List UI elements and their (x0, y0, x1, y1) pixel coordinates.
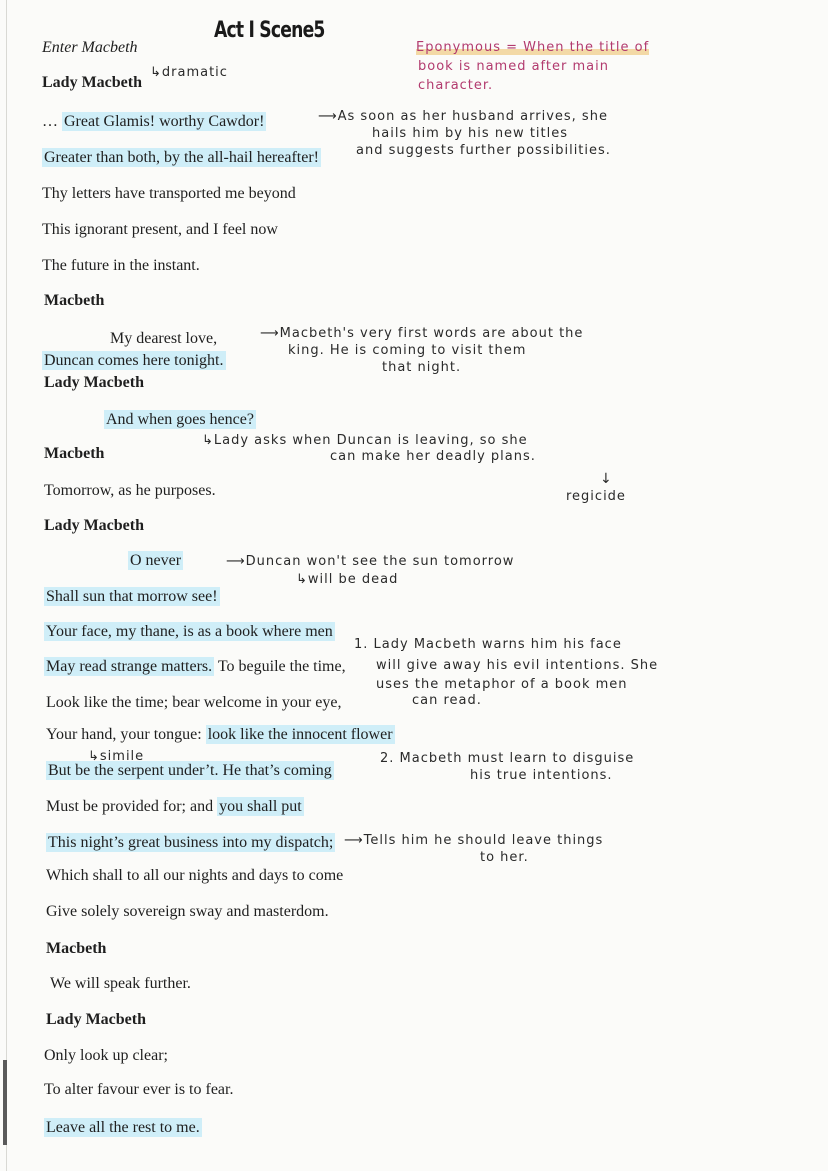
page-edge-rule (6, 0, 7, 1171)
highlighted-text: Duncan comes here tonight. (44, 352, 224, 369)
text-line (46, 761, 334, 781)
note-eponymous-3: character. (418, 78, 494, 93)
text-line: This ignorant present, and I feel now (42, 221, 278, 238)
note-first-words-1: ⟶Macbeth's very first words are about the (260, 326, 584, 341)
arrow-down-icon: ↓ (600, 471, 613, 487)
highlighted-text: you shall put (219, 798, 302, 815)
speaker-macbeth: Macbeth (44, 445, 105, 462)
text-line (104, 410, 256, 430)
note-first-words-2: king. He is coming to visit them (288, 343, 527, 358)
margin-marker (3, 1060, 7, 1145)
text-line: To alter favour ever is to fear. (44, 1081, 234, 1098)
text-line (46, 833, 335, 853)
text-line (46, 725, 395, 745)
highlighted-text: Great Glamis! worthy Cawdor! (64, 113, 265, 130)
highlighted-text: May read strange matters. (46, 658, 213, 675)
text-line (44, 587, 220, 607)
text-line: My dearest love, (110, 330, 218, 347)
note-sun-2: ↳will be dead (296, 572, 399, 587)
text-line: Tomorrow, as he purposes. (44, 482, 216, 499)
text-line: We will speak further. (50, 975, 191, 992)
text-fragment: Your hand, your tongue: (46, 726, 206, 743)
highlighted-text: Shall sun that morrow see! (46, 588, 218, 605)
text-line: The future in the instant. (42, 257, 200, 274)
highlighted-text: Your face, my thane, is as a book where men (46, 623, 333, 640)
note-warns-2: will give away his evil intentions. She (376, 658, 659, 673)
text-line (128, 551, 183, 571)
note-disguise-2: his true intentions. (470, 768, 613, 783)
text-line (44, 1118, 202, 1138)
note-eponymous-text: Eponymous = When the title of (416, 40, 650, 55)
text-line (44, 622, 335, 642)
note-eponymous-2: book is named after main (418, 59, 609, 74)
note-asks-2: can make her deadly plans. (330, 449, 536, 464)
note-asks-1: ↳Lady asks when Duncan is leaving, so she (202, 433, 528, 448)
highlighted-text: look like the innocent flower (207, 726, 393, 743)
note-tells-2: to her. (480, 850, 529, 865)
text-line (42, 148, 321, 168)
note-regicide: regicide (566, 489, 626, 504)
note-disguise-1: 2. Macbeth must learn to disguise (380, 751, 635, 766)
stage-direction: Enter Macbeth (42, 39, 138, 56)
note-sun-1: ⟶Duncan won't see the sun tomorrow (226, 554, 515, 569)
speaker-macbeth: Macbeth (44, 292, 105, 309)
text-line: Thy letters have transported me beyond (42, 185, 296, 202)
text-line (42, 351, 226, 371)
text-line: Give solely sovereign sway and masterdom. (46, 903, 329, 920)
text-fragment: To beguile the time, (214, 658, 346, 675)
text-line: … Great Glamis! worthy Cawdor! (42, 113, 265, 130)
scene-title: Act I Scene5 (214, 18, 325, 43)
text-line: Only look up clear; (44, 1047, 168, 1064)
note-warns-1: 1. Lady Macbeth warns him his face (354, 637, 622, 652)
note-eponymous-1 (416, 41, 649, 55)
note-hails-2: hails him by his new titles (372, 126, 569, 141)
text-line (46, 797, 304, 817)
highlighted-text: But be the serpent under’t. He that’s coming (48, 762, 332, 779)
speaker-lady-macbeth: Lady Macbeth (44, 374, 144, 391)
note-warns-3: uses the metaphor of a book men (376, 677, 628, 692)
speaker-lady-macbeth: Lady Macbeth (44, 517, 144, 534)
text-fragment: Must be provided for; and (46, 798, 218, 815)
note-warns-4: can read. (412, 693, 482, 708)
note-simile: ↳simile (88, 749, 145, 764)
highlighted-text: This night’s great business into my dispatch; (48, 834, 334, 851)
note-hails-3: and suggests further possibilities. (356, 143, 611, 158)
note-hails-1: ⟶As soon as her husband arrives, she (318, 109, 608, 124)
text-line (44, 657, 346, 677)
note-dramatic: ↳dramatic (150, 65, 228, 80)
note-tells-1: ⟶Tells him he should leave things (344, 833, 604, 848)
text-line: Look like the time; bear welcome in your eye, (46, 694, 342, 711)
highlighted-text: O never (130, 552, 182, 569)
speaker-lady-macbeth: Lady Macbeth (46, 1011, 146, 1028)
note-first-words-3: that night. (382, 360, 462, 375)
highlighted-text: And when goes hence? (106, 411, 254, 428)
highlighted-text: Leave all the rest to me. (46, 1119, 200, 1136)
speaker-lady-macbeth: Lady Macbeth (42, 74, 142, 91)
speaker-macbeth: Macbeth (46, 940, 107, 957)
highlighted-text: Greater than both, by the all-hail hereafter! (44, 149, 319, 166)
text-line: Which shall to all our nights and days to come (46, 867, 344, 884)
